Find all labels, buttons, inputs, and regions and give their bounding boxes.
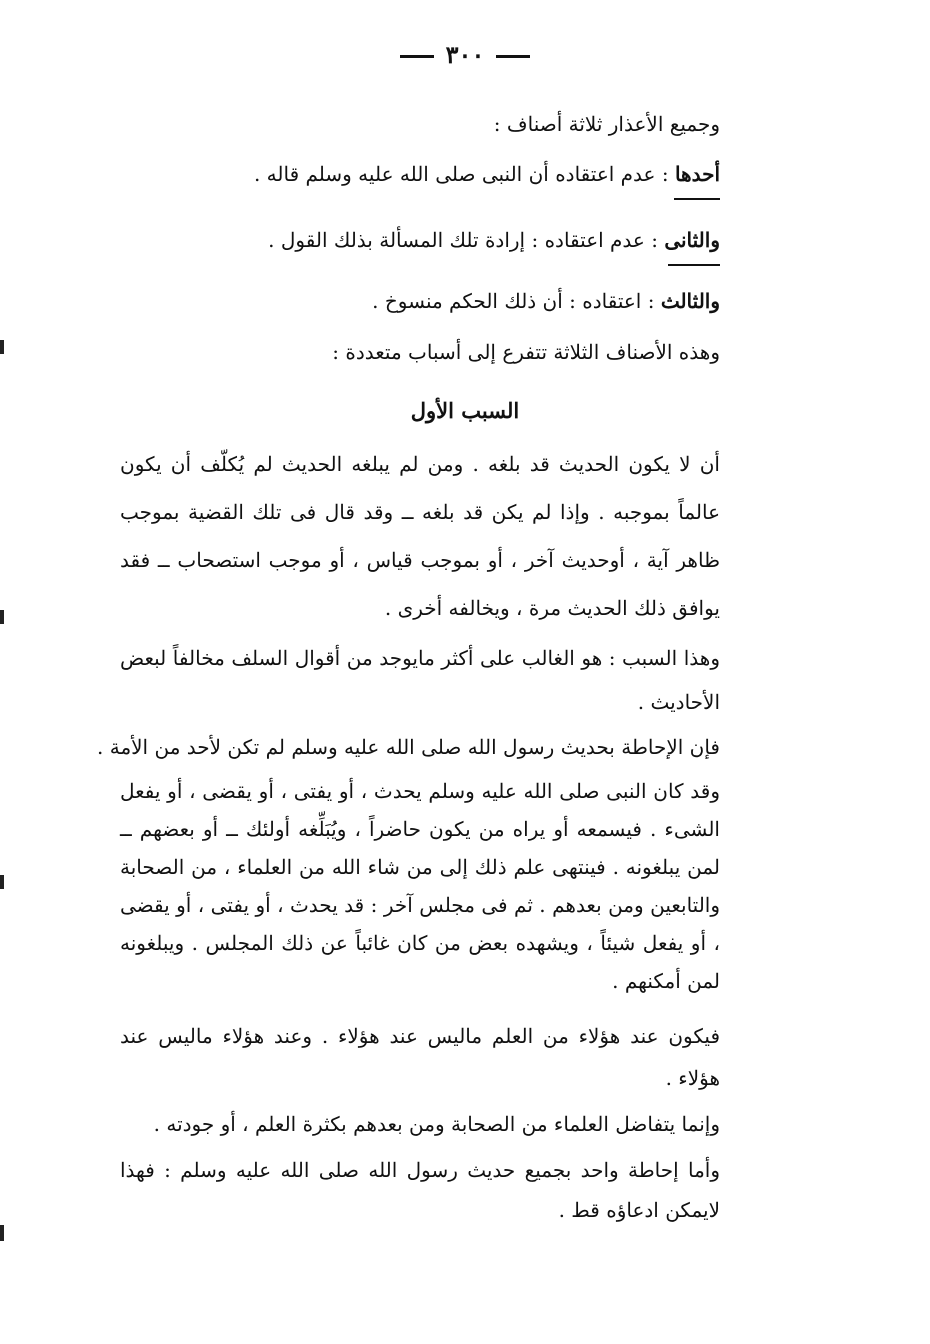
category-2-text: : عدم اعتقاده : إرادة تلك المسألة بذلك القول . — [268, 228, 665, 252]
category-1 — [254, 160, 720, 188]
intro-line: وجميع الأعذار ثلاثة أصناف : — [493, 112, 720, 136]
category-2 — [268, 226, 720, 254]
category-3 — [372, 287, 720, 315]
category-3-lead: والثالث — [660, 289, 720, 313]
edge-mark-2 — [0, 610, 4, 624]
paragraph-1: أن لا يكون الحديث قد بلغه . ومن لم يبلغه الحديث لم يُكلّف أن يكون عالماً بموجبه . وإذا لم يكن قد بلغه ــ وقد قال فى تلك القضية بموجب ظاهر آية ، أوحديث آخر ، أو بموجب قياس ، أو موجب استصحاب ــ فقد يوافق ذلك الحديث مرة ، ويخالفه أخرى . — [120, 452, 720, 620]
edge-mark-4 — [0, 1225, 4, 1241]
page-number-text: ٣٠٠ — [445, 40, 485, 69]
paragraph-4: وقد كان النبى صلى الله عليه وسلم يحدث ، أو يفتى ، أو يقضى ، أو يفعل الشىء . فيسمعه أو يراه من يكون حاضراً ، ويُبَلِّغه أولئك ــ أو بعضهم ــ لمن يبلغونه . فينتهى علم ذلك إلى من شاء الله من العلماء ، من الصحابة والتابعين ومن بعدهم . ثم فى مجلس آخر : قد يحدث ، أو يفتى ، أو يقضى ، أو يفعل شيئاً ، ويشهده بعض من كان غائباً عن ذلك المجلس . ويبلغونه لمن أمكنهم . — [120, 779, 720, 993]
section-heading: السبب الأول — [410, 398, 520, 423]
page-number-dash-left — [400, 55, 434, 58]
paragraph-5: فيكون عند هؤلاء من العلم ماليس عند هؤلاء . وعند هؤلاء ماليس عند هؤلاء . — [120, 1024, 720, 1090]
paragraph-7: وأما إحاطة واحد بجميع حديث رسول الله صلى الله عليه وسلم : فهذا لايمكن ادعاؤه قط . — [120, 1158, 720, 1222]
page-number-dash-right — [496, 55, 530, 58]
page-number — [0, 40, 930, 69]
edge-mark-1 — [0, 340, 4, 354]
category-1-underline — [674, 198, 720, 200]
category-1-lead: أحدها — [674, 162, 720, 186]
paragraph-3: فإن الإحاطة بحديث رسول الله صلى الله عليه وسلم لم تكن لأحد من الأمة . — [97, 735, 720, 759]
category-2-lead: والثانى — [664, 228, 720, 252]
paragraph-6: وإنما يتفاضل العلماء من الصحابة ومن بعدهم بكثرة العلم ، أو جودته . — [153, 1112, 720, 1136]
categories-note: وهذه الأصناف الثلاثة تتفرع إلى أسباب متعددة : — [332, 340, 720, 364]
category-2-underline — [668, 264, 720, 266]
paragraph-2: وهذا السبب : هو الغالب على أكثر مايوجد من أقوال السلف مخالفاً لبعض الأحاديث . — [120, 646, 720, 714]
category-1-text: : عدم اعتقاده أن النبى صلى الله عليه وسلم قاله . — [253, 162, 675, 186]
category-3-text: : اعتقاده : أن ذلك الحكم منسوخ . — [372, 289, 661, 313]
edge-mark-3 — [0, 875, 4, 889]
